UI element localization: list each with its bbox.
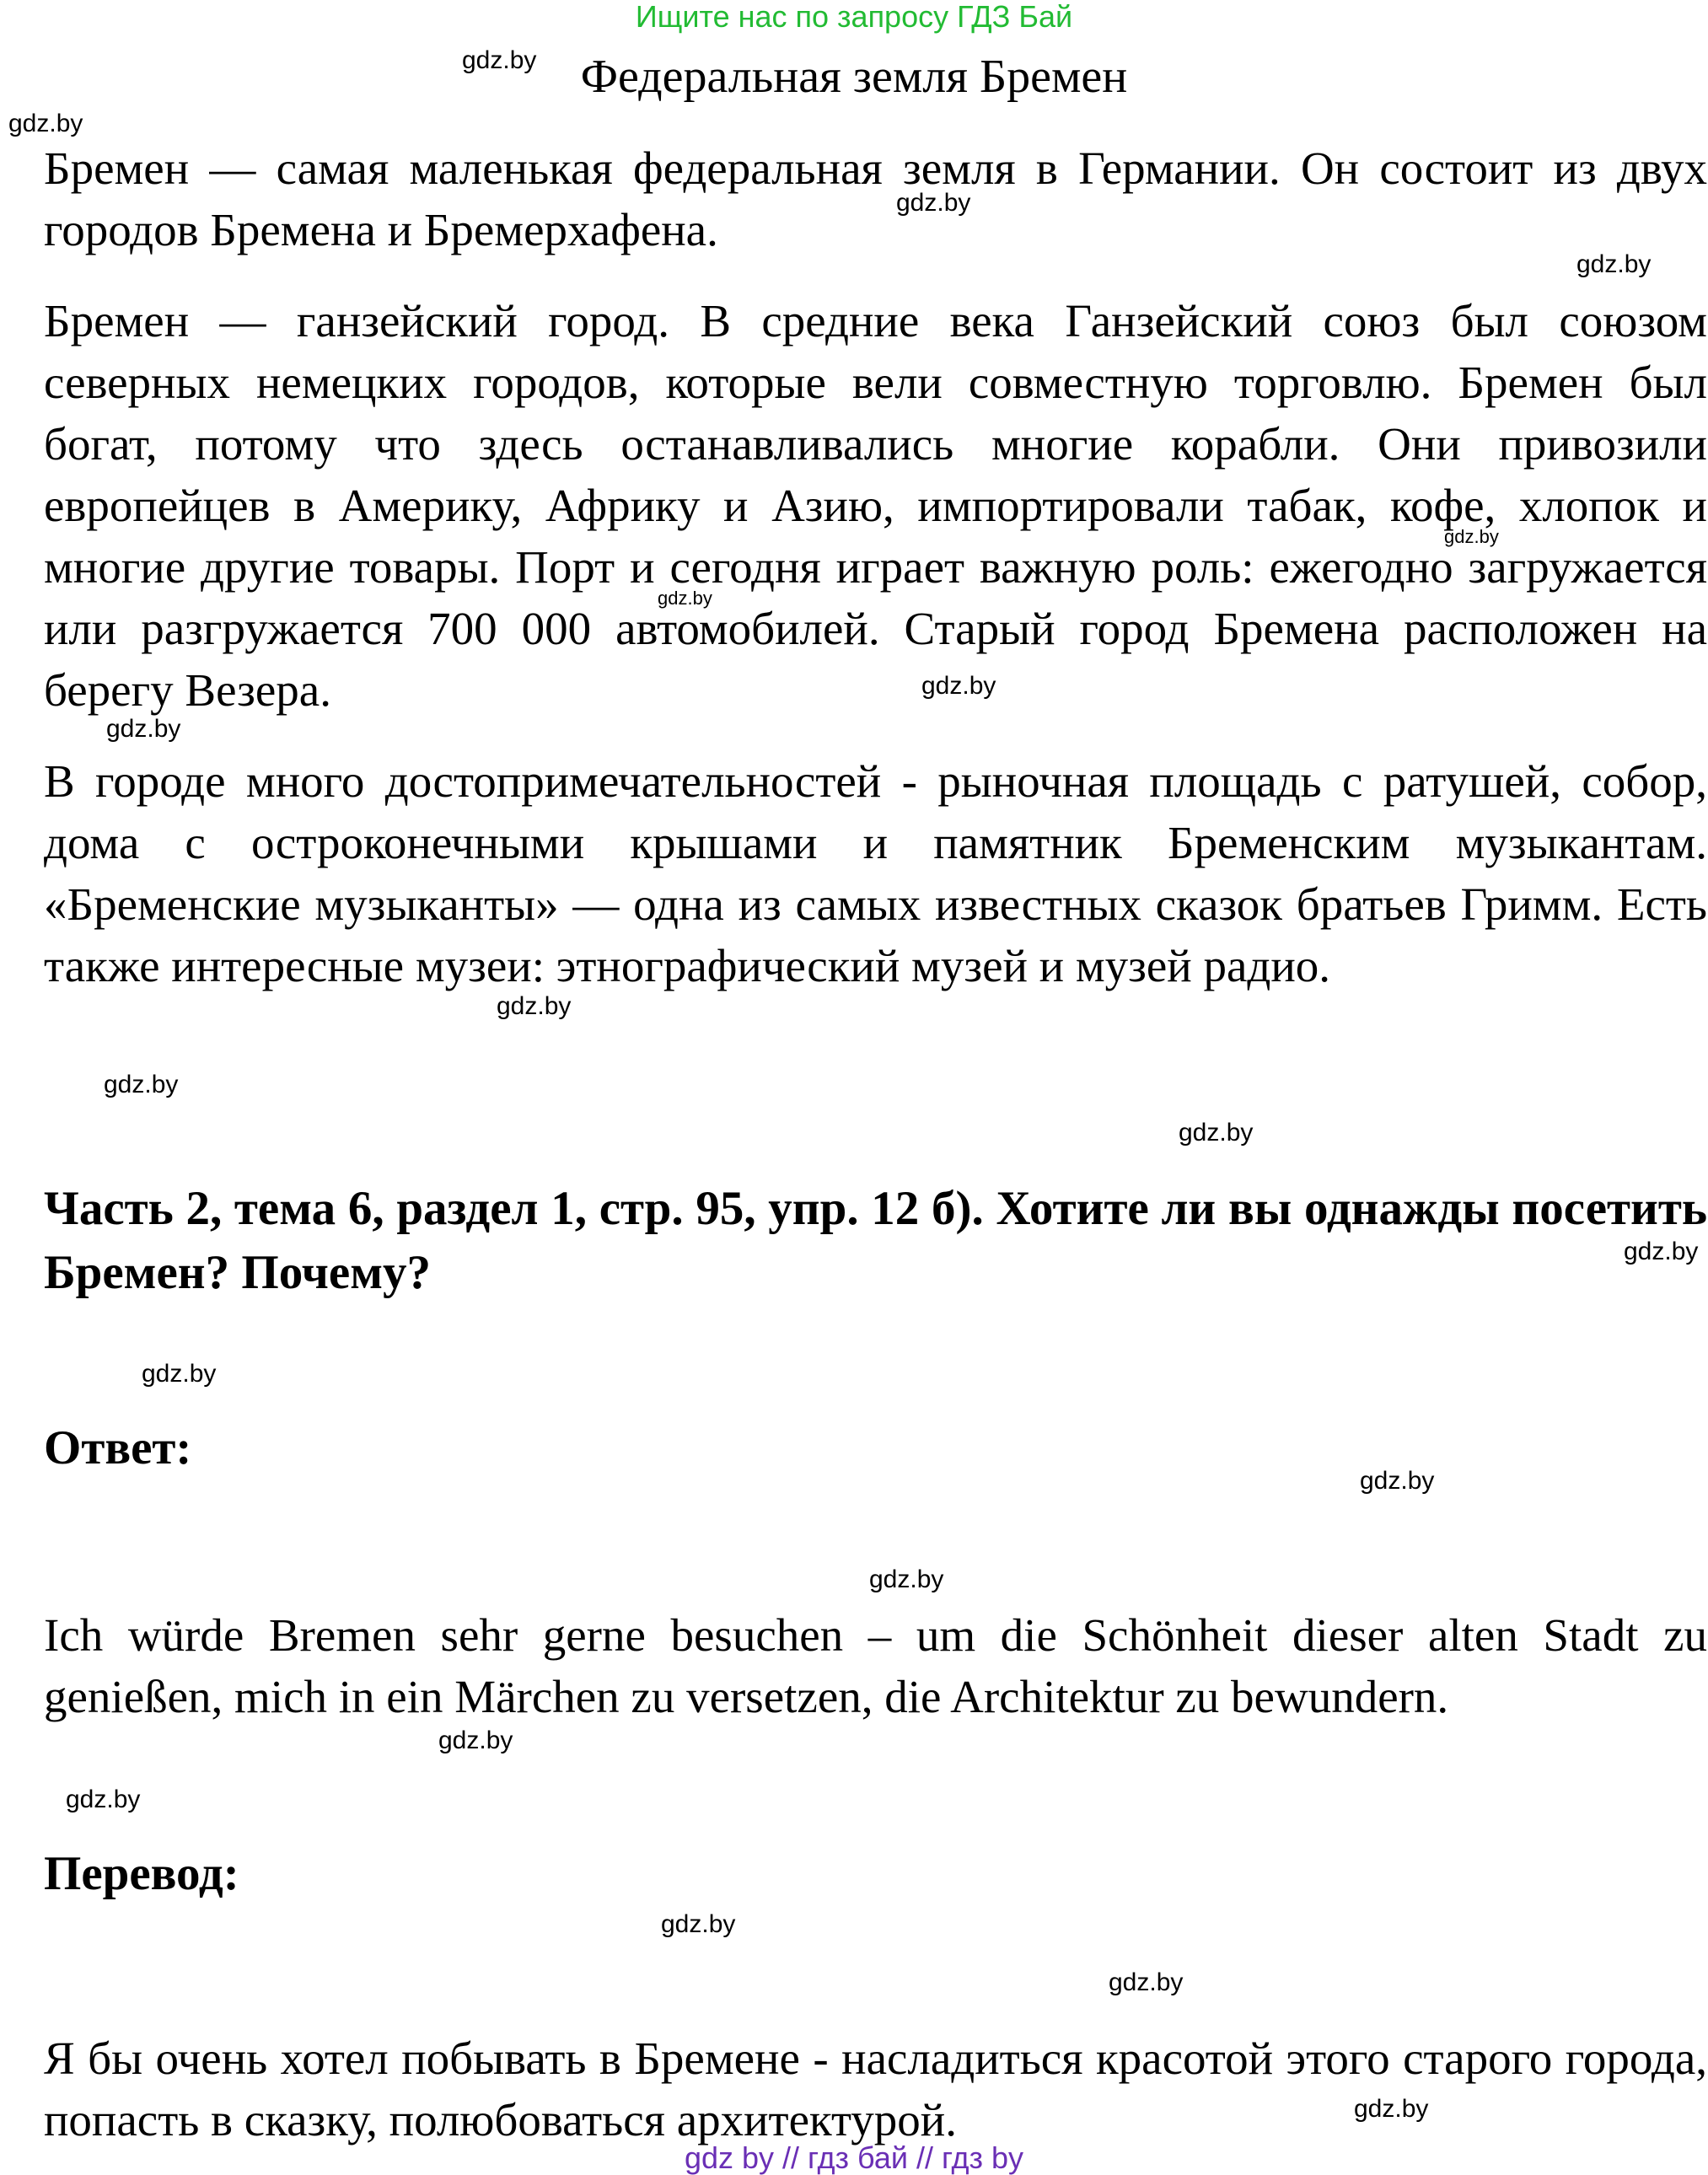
watermark: gdz.by (661, 1910, 736, 1938)
watermark: gdz.by (462, 46, 537, 74)
paragraph-2: Бремен — ганзейский город. В средние века Ганзейский союз был союзом северных немецких городов, которые вели совместную торговлю. Бремен был богат, потому что здесь останавливались многие корабли. Они привозили европейцев в Америку, Африку и Азию, импортировали табак, кофе, хлопок и многие другие товары. Порт и сегодня играет важную роль: ежегодно загружается или разгружается 700 000 автомобилей. Старый город Бремена расположен на берегу Везера. (44, 295, 1707, 716)
translation-label: Перевод: (44, 1847, 239, 1900)
paragraph-1: Бремен — самая маленькая федеральная земля в Германии. Он состоит из двух городов Бремена и Бремерхафена. (44, 142, 1707, 255)
watermark: gdz.by (1624, 1238, 1699, 1265)
footer: gdz by // гдз бай // гдз by (684, 2140, 1024, 2175)
task-heading: Часть 2, тема 6, раздел 1, стр. 95, упр. 12 б). Хотите ли вы однажды посетить Бремен? Почему? (44, 1182, 1707, 1299)
watermark: gdz.by (1444, 526, 1499, 547)
watermark: gdz.by (921, 672, 996, 700)
watermark: gdz.by (869, 1565, 944, 1593)
answer-text: Ich würde Bremen sehr gerne besuchen – um die Schönheit dieser alten Stadt zu genießen, mich in ein Märchen zu versetzen, die Architektur zu bewundern. (44, 1609, 1707, 1722)
watermark: gdz.by (438, 1727, 513, 1754)
watermark: gdz.by (142, 1360, 217, 1388)
watermark: gdz.by (66, 1786, 141, 1813)
watermark: gdz.by (8, 110, 83, 137)
answer-label: Ответ: (44, 1421, 192, 1474)
watermark: gdz.by (1360, 1467, 1435, 1495)
top-banner: Ищите нас по запросу ГДЗ Бай (635, 0, 1073, 34)
watermark: gdz.by (104, 1071, 179, 1098)
translation-text: Я бы очень хотел побывать в Бремене - насладиться красотой этого старого города, попасть в сказку, полюбоваться архитектурой. (44, 2033, 1707, 2145)
page-title: Федеральная земля Бремен (580, 51, 1128, 103)
watermark: gdz.by (106, 715, 181, 743)
watermark: gdz.by (658, 588, 712, 609)
watermark: gdz.by (1179, 1119, 1254, 1147)
watermark: gdz.by (1109, 1968, 1184, 1996)
paragraph-3: В городе много достопримечательностей - рыночная площадь с ратушей, собор, дома с остроконечными крышами и памятник Бременским музыкантам. «Бременские музыканты» — одна из самых известных сказок братьев Гримм. Есть также интересные музеи: этнографический музей и музей радио. (44, 755, 1707, 991)
watermark: gdz.by (1576, 250, 1652, 278)
watermark: gdz.by (896, 189, 971, 217)
watermark: gdz.by (1354, 2095, 1429, 2123)
watermark: gdz.by (497, 992, 572, 1020)
